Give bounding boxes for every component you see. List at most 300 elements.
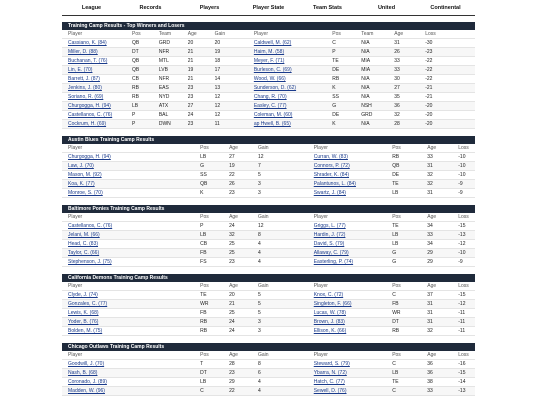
cell: [421, 153, 452, 162]
player-link[interactable]: Burleson, C. (69): [253, 67, 292, 73]
cell: [62, 84, 126, 93]
cell-value: 22: [229, 172, 235, 178]
player-link[interactable]: Curran, W. (83): [313, 154, 348, 160]
cell: [452, 300, 475, 309]
player-link[interactable]: Castellanos, C. (76): [68, 223, 113, 229]
player-link[interactable]: David, S. (79): [313, 241, 345, 247]
column-header: Pos: [386, 282, 421, 291]
cell: [223, 180, 252, 189]
player-link[interactable]: Goodwill, J. (70): [68, 361, 105, 367]
cell: [326, 120, 355, 129]
player-link[interactable]: Palantunos, L. (84): [313, 181, 356, 187]
cell: [194, 378, 223, 387]
cell: [252, 171, 308, 180]
cell: [308, 222, 386, 231]
player-link[interactable]: Head, C. (83): [68, 241, 99, 247]
cell: [252, 231, 308, 240]
cell: [223, 153, 252, 162]
cell: [62, 171, 194, 180]
cell-value: 4: [257, 259, 261, 265]
cell-value: 36: [427, 361, 433, 367]
cell: [223, 318, 252, 327]
cell: [62, 93, 126, 102]
player-link[interactable]: Jelani, M. (66): [68, 232, 100, 238]
cell: [355, 102, 388, 111]
cell-value: 27: [187, 103, 194, 109]
cell: [182, 102, 209, 111]
cell: [308, 171, 386, 180]
table-row: [62, 309, 475, 318]
cell: [62, 39, 126, 48]
cell: [223, 300, 252, 309]
player-link[interactable]: Clyde, J. (74): [68, 292, 98, 298]
cell: [252, 258, 308, 267]
cell-value: 29: [427, 259, 433, 265]
player-link[interactable]: Ybarra, N. (72): [313, 370, 347, 376]
cell: [182, 111, 209, 120]
cell-value: -20: [425, 121, 433, 127]
table-row: [62, 300, 475, 309]
cell-value: -13: [458, 388, 466, 394]
cell-value: G: [332, 103, 337, 109]
cell: [388, 75, 419, 84]
player-link[interactable]: Shrader, K. (84): [313, 172, 350, 178]
table-row: [62, 162, 475, 171]
player-link[interactable]: Coronado, J. (89): [68, 379, 107, 385]
cell: [209, 84, 248, 93]
cell: [252, 240, 308, 249]
cell-value: 12: [257, 223, 264, 229]
cell: [252, 291, 308, 300]
cell-value: LB: [392, 190, 399, 196]
cell-value: 3: [257, 319, 261, 325]
player-link[interactable]: Castellanos, C. (76): [68, 112, 113, 118]
table-row: [62, 75, 475, 84]
cell-value: -20: [425, 112, 433, 118]
cell-value: DE: [332, 67, 340, 73]
cell-value: RB: [132, 94, 139, 100]
cell: [308, 327, 386, 336]
table-row: [62, 249, 475, 258]
cell: [194, 171, 223, 180]
nav-link-team-stats[interactable]: Team Stats: [313, 4, 342, 11]
cell-value: -11: [458, 328, 466, 334]
nav-link-continental[interactable]: Continental: [430, 4, 461, 11]
cell-value: 19: [187, 67, 194, 73]
cell: [386, 327, 421, 336]
cell: [223, 249, 252, 258]
player-link[interactable]: Griggs, L. (77): [313, 223, 346, 229]
cell-value: RB: [392, 154, 400, 160]
section-title: Baltimore Ponies Training Camp Results: [62, 205, 475, 213]
column-header: Pos: [194, 144, 223, 153]
player-link[interactable]: Brown, J. (83): [313, 319, 345, 325]
cell: [308, 360, 386, 369]
nav-link-player-state[interactable]: Player State: [252, 4, 285, 11]
cell: [252, 189, 308, 198]
cell-value: -14: [458, 379, 466, 385]
cell: [126, 93, 153, 102]
cell: [452, 249, 475, 258]
results-table: [62, 213, 475, 267]
cell-value: -9: [458, 190, 463, 196]
cell: [388, 66, 419, 75]
cell-value: -10: [458, 250, 466, 256]
cell-value: 35: [394, 94, 400, 100]
cell: [326, 48, 355, 57]
top-nav: [62, 0, 475, 16]
column-header: Loss: [452, 282, 475, 291]
column-header: Player: [62, 30, 126, 39]
column-header: Team: [355, 30, 388, 39]
player-link[interactable]: Churgogga, H. (94): [68, 154, 111, 160]
cell: [62, 102, 126, 111]
cell: [62, 300, 194, 309]
cell-value: -21: [425, 85, 433, 91]
cell: [248, 48, 326, 57]
cell-value: EAS: [158, 85, 169, 91]
player-link[interactable]: Coleman, M. (60): [253, 112, 293, 118]
cell: [421, 369, 452, 378]
cell-value: -22: [425, 67, 433, 73]
column-header: Age: [388, 30, 419, 39]
cell: [62, 387, 194, 396]
cell-value: P: [200, 223, 204, 229]
cell-value: 6: [257, 370, 261, 376]
cell-value: -16: [458, 361, 466, 367]
cell: [386, 300, 421, 309]
cell: [194, 231, 223, 240]
cell: [386, 231, 421, 240]
cell: [182, 48, 209, 57]
table-row: [62, 318, 475, 327]
table-header-row: [62, 30, 475, 39]
table-row: [62, 327, 475, 336]
cell-value: 34: [427, 223, 433, 229]
cell: [194, 387, 223, 396]
cell: [252, 378, 308, 387]
cell: [355, 84, 388, 93]
cell: [126, 57, 153, 66]
cell-value: 24: [229, 223, 235, 229]
cell-value: FB: [200, 310, 207, 316]
table-row: [62, 222, 475, 231]
cell: [308, 309, 386, 318]
column-header: Age: [421, 144, 452, 153]
cell: [386, 378, 421, 387]
player-link[interactable]: Lucas, W. (78): [313, 310, 346, 316]
cell-value: 31: [427, 163, 433, 169]
cell: [388, 120, 419, 129]
cell: [252, 387, 308, 396]
cell-value: 4: [257, 250, 261, 256]
cell: [194, 189, 223, 198]
player-link[interactable]: Soriano, R. (69): [68, 94, 104, 100]
player-link[interactable]: Monroe, S. (70): [68, 190, 103, 196]
player-link[interactable]: Connors, P. (72): [313, 163, 350, 169]
player-link[interactable]: Hatch, C. (77): [313, 379, 345, 385]
player-link[interactable]: Sunderson, D. (62): [253, 85, 297, 91]
cell: [153, 84, 182, 93]
cell: [153, 102, 182, 111]
cell-value: -9: [458, 259, 463, 265]
cell: [421, 162, 452, 171]
cell: [452, 369, 475, 378]
cell-value: NFR: [158, 76, 170, 82]
cell-value: QB: [392, 163, 400, 169]
table-row: [62, 84, 475, 93]
cell: [153, 39, 182, 48]
player-link[interactable]: Churgogga, H. (94): [68, 103, 111, 109]
cell: [252, 153, 308, 162]
cell: [223, 291, 252, 300]
player-link[interactable]: Swartz, J. (84): [313, 190, 346, 196]
cell: [386, 369, 421, 378]
cell: [326, 39, 355, 48]
cell-value: RB: [200, 328, 208, 334]
cell: [308, 249, 386, 258]
results-table: [62, 282, 475, 336]
player-link[interactable]: Jenkins, J. (80): [68, 85, 102, 91]
player-link[interactable]: Yoder, B. (76): [68, 319, 99, 325]
table-row: [62, 120, 475, 129]
cell-value: -10: [458, 172, 466, 178]
cell: [194, 240, 223, 249]
player-link[interactable]: Barrett, J. (87): [68, 76, 100, 82]
player-link[interactable]: Madden, W. (96): [68, 388, 105, 394]
cell: [421, 240, 452, 249]
cell: [452, 180, 475, 189]
player-link[interactable]: Ellison, K. (66): [313, 328, 347, 334]
cell: [308, 258, 386, 267]
cell-value: 32: [229, 232, 235, 238]
cell: [209, 39, 248, 48]
cell: [223, 327, 252, 336]
cell-value: 25: [229, 241, 235, 247]
cell: [248, 39, 326, 48]
table-row: [62, 387, 475, 396]
cell: [452, 360, 475, 369]
cell-value: 31: [394, 40, 400, 46]
cell: [126, 84, 153, 93]
player-link[interactable]: Mason, M. (92): [68, 172, 102, 178]
page: [62, 0, 475, 405]
player-link[interactable]: Sewell, D. (76): [313, 388, 347, 394]
player-link[interactable]: Lin, E. (70): [68, 67, 93, 73]
cell-value: 27: [394, 85, 400, 91]
cell: [62, 231, 194, 240]
cell-value: TE: [332, 58, 339, 64]
cell: [153, 120, 182, 129]
player-link[interactable]: Steward, S. (79): [313, 361, 350, 367]
column-header: Player: [62, 213, 194, 222]
column-header: Age: [223, 351, 252, 360]
cell-value: GRD: [361, 112, 373, 118]
cell-value: K: [332, 121, 336, 127]
cell: [194, 249, 223, 258]
cell-value: 26: [229, 181, 235, 187]
cell-value: QB: [132, 40, 140, 46]
player-link[interactable]: Buchanan, T. (76): [68, 58, 108, 64]
cell: [62, 291, 194, 300]
cell: [209, 66, 248, 75]
cell-value: LB: [392, 370, 399, 376]
cell: [421, 258, 452, 267]
cell-value: 24: [229, 319, 235, 325]
player-link[interactable]: Nash, B. (68): [68, 370, 98, 376]
cell-value: 14: [214, 76, 221, 82]
table-row: [62, 171, 475, 180]
cell-value: -9: [458, 181, 463, 187]
cell-value: LB: [132, 103, 139, 109]
cell: [209, 93, 248, 102]
cell-value: -10: [458, 163, 466, 169]
section-top-winners-losers: [62, 22, 475, 129]
cell: [386, 258, 421, 267]
player-link[interactable]: Koa, K. (77): [68, 181, 95, 187]
nav-link-united[interactable]: United: [377, 4, 396, 11]
cell: [386, 171, 421, 180]
cell: [223, 360, 252, 369]
column-header: Pos: [194, 351, 223, 360]
cell-value: P: [332, 49, 336, 55]
cell-value: -15: [458, 223, 466, 229]
cell-value: 8: [257, 361, 261, 367]
cell: [308, 318, 386, 327]
cell: [223, 162, 252, 171]
cell-value: P: [132, 121, 136, 127]
column-header: Age: [421, 351, 452, 360]
player-link[interactable]: Bolden, M. (75): [68, 328, 103, 334]
cell-value: 33: [394, 58, 400, 64]
cell-value: 32: [427, 172, 433, 178]
cell-value: 32: [427, 181, 433, 187]
table-row: [62, 291, 475, 300]
cell-value: 33: [394, 67, 400, 73]
player-link[interactable]: Cockrum, H. (69): [68, 121, 107, 127]
player-link[interactable]: Stephenson, J. (75): [68, 259, 112, 265]
player-link[interactable]: Taylor, C. (66): [68, 250, 100, 256]
cell: [419, 111, 475, 120]
cell: [419, 66, 475, 75]
player-link[interactable]: Knox, C. (72): [313, 292, 344, 298]
cell: [388, 39, 419, 48]
cell: [355, 120, 388, 129]
cell: [421, 222, 452, 231]
cell: [62, 378, 194, 387]
cell: [62, 258, 194, 267]
cell-value: 21: [187, 58, 194, 64]
player-link[interactable]: Cassiano, K. (84): [68, 40, 107, 46]
cell-value: 22: [229, 388, 235, 394]
cell: [386, 180, 421, 189]
cell-value: 31: [427, 319, 433, 325]
cell-value: RB: [200, 319, 208, 325]
cell-value: 23: [229, 370, 235, 376]
section-title: Austin Blues Training Camp Results: [62, 136, 475, 144]
player-link[interactable]: Gonzales, C. (77): [68, 301, 108, 307]
nav-link-records[interactable]: Records: [139, 4, 162, 11]
player-link[interactable]: ap Hwell, B. (65): [253, 121, 291, 127]
cell-value: 23: [187, 85, 194, 91]
player-link[interactable]: Singleton, F. (66): [313, 301, 352, 307]
cell: [153, 75, 182, 84]
player-link[interactable]: Haim, M. (58): [253, 49, 285, 55]
cell: [419, 75, 475, 84]
cell-value: 12: [214, 112, 221, 118]
cell: [452, 387, 475, 396]
cell-value: FB: [200, 250, 207, 256]
player-link[interactable]: Allaway, C. (79): [313, 250, 349, 256]
cell-value: MIA: [361, 67, 371, 73]
cell-value: RB: [132, 85, 139, 91]
player-link[interactable]: Law, J. (70): [68, 163, 94, 169]
cell: [386, 387, 421, 396]
cell: [452, 222, 475, 231]
player-link[interactable]: Miller, D. (88): [68, 49, 98, 55]
cell-value: GRD: [158, 40, 170, 46]
nav-link-players[interactable]: Players: [199, 4, 220, 11]
column-header: Player: [308, 351, 386, 360]
table-row: [62, 153, 475, 162]
section-team-3: [62, 343, 475, 396]
cell: [308, 162, 386, 171]
cell-value: -30: [425, 40, 433, 46]
player-link[interactable]: Chang, R. (70): [253, 94, 287, 100]
cell: [386, 249, 421, 258]
cell: [194, 258, 223, 267]
cell: [386, 291, 421, 300]
cell: [126, 39, 153, 48]
cell: [248, 111, 326, 120]
cell-value: G: [200, 163, 205, 169]
cell: [386, 222, 421, 231]
column-header: Player: [62, 282, 194, 291]
player-link[interactable]: Caldwell, M. (62): [253, 40, 292, 46]
player-link[interactable]: Meyer, F. (71): [253, 58, 285, 64]
cell: [62, 249, 194, 258]
column-header: Pos: [386, 144, 421, 153]
cell-value: 17: [214, 67, 221, 73]
nav-link-league[interactable]: League: [81, 4, 102, 11]
cell: [308, 387, 386, 396]
player-link[interactable]: Lewis, K. (68): [68, 310, 99, 316]
cell: [153, 48, 182, 57]
cell: [452, 309, 475, 318]
section-title: Chicago Outlaws Training Camp Results: [62, 343, 475, 351]
player-link[interactable]: Wood, W. (66): [253, 76, 286, 82]
cell-value: 21: [229, 301, 235, 307]
cell: [421, 318, 452, 327]
cell: [182, 84, 209, 93]
player-link[interactable]: Hardin, J. (72): [313, 232, 346, 238]
cell-value: 19: [214, 49, 221, 55]
cell: [194, 300, 223, 309]
cell: [153, 111, 182, 120]
section-team-1: [62, 205, 475, 267]
cell-value: N/A: [361, 121, 370, 127]
column-header: Pos: [126, 30, 153, 39]
cell: [62, 318, 194, 327]
cell: [182, 120, 209, 129]
player-link[interactable]: Easley, C. (77): [253, 103, 287, 109]
cell: [386, 189, 421, 198]
table-header-row: [62, 144, 475, 153]
cell: [223, 378, 252, 387]
cell: [153, 93, 182, 102]
player-link[interactable]: Easterling, P. (74): [313, 259, 354, 265]
cell: [153, 57, 182, 66]
